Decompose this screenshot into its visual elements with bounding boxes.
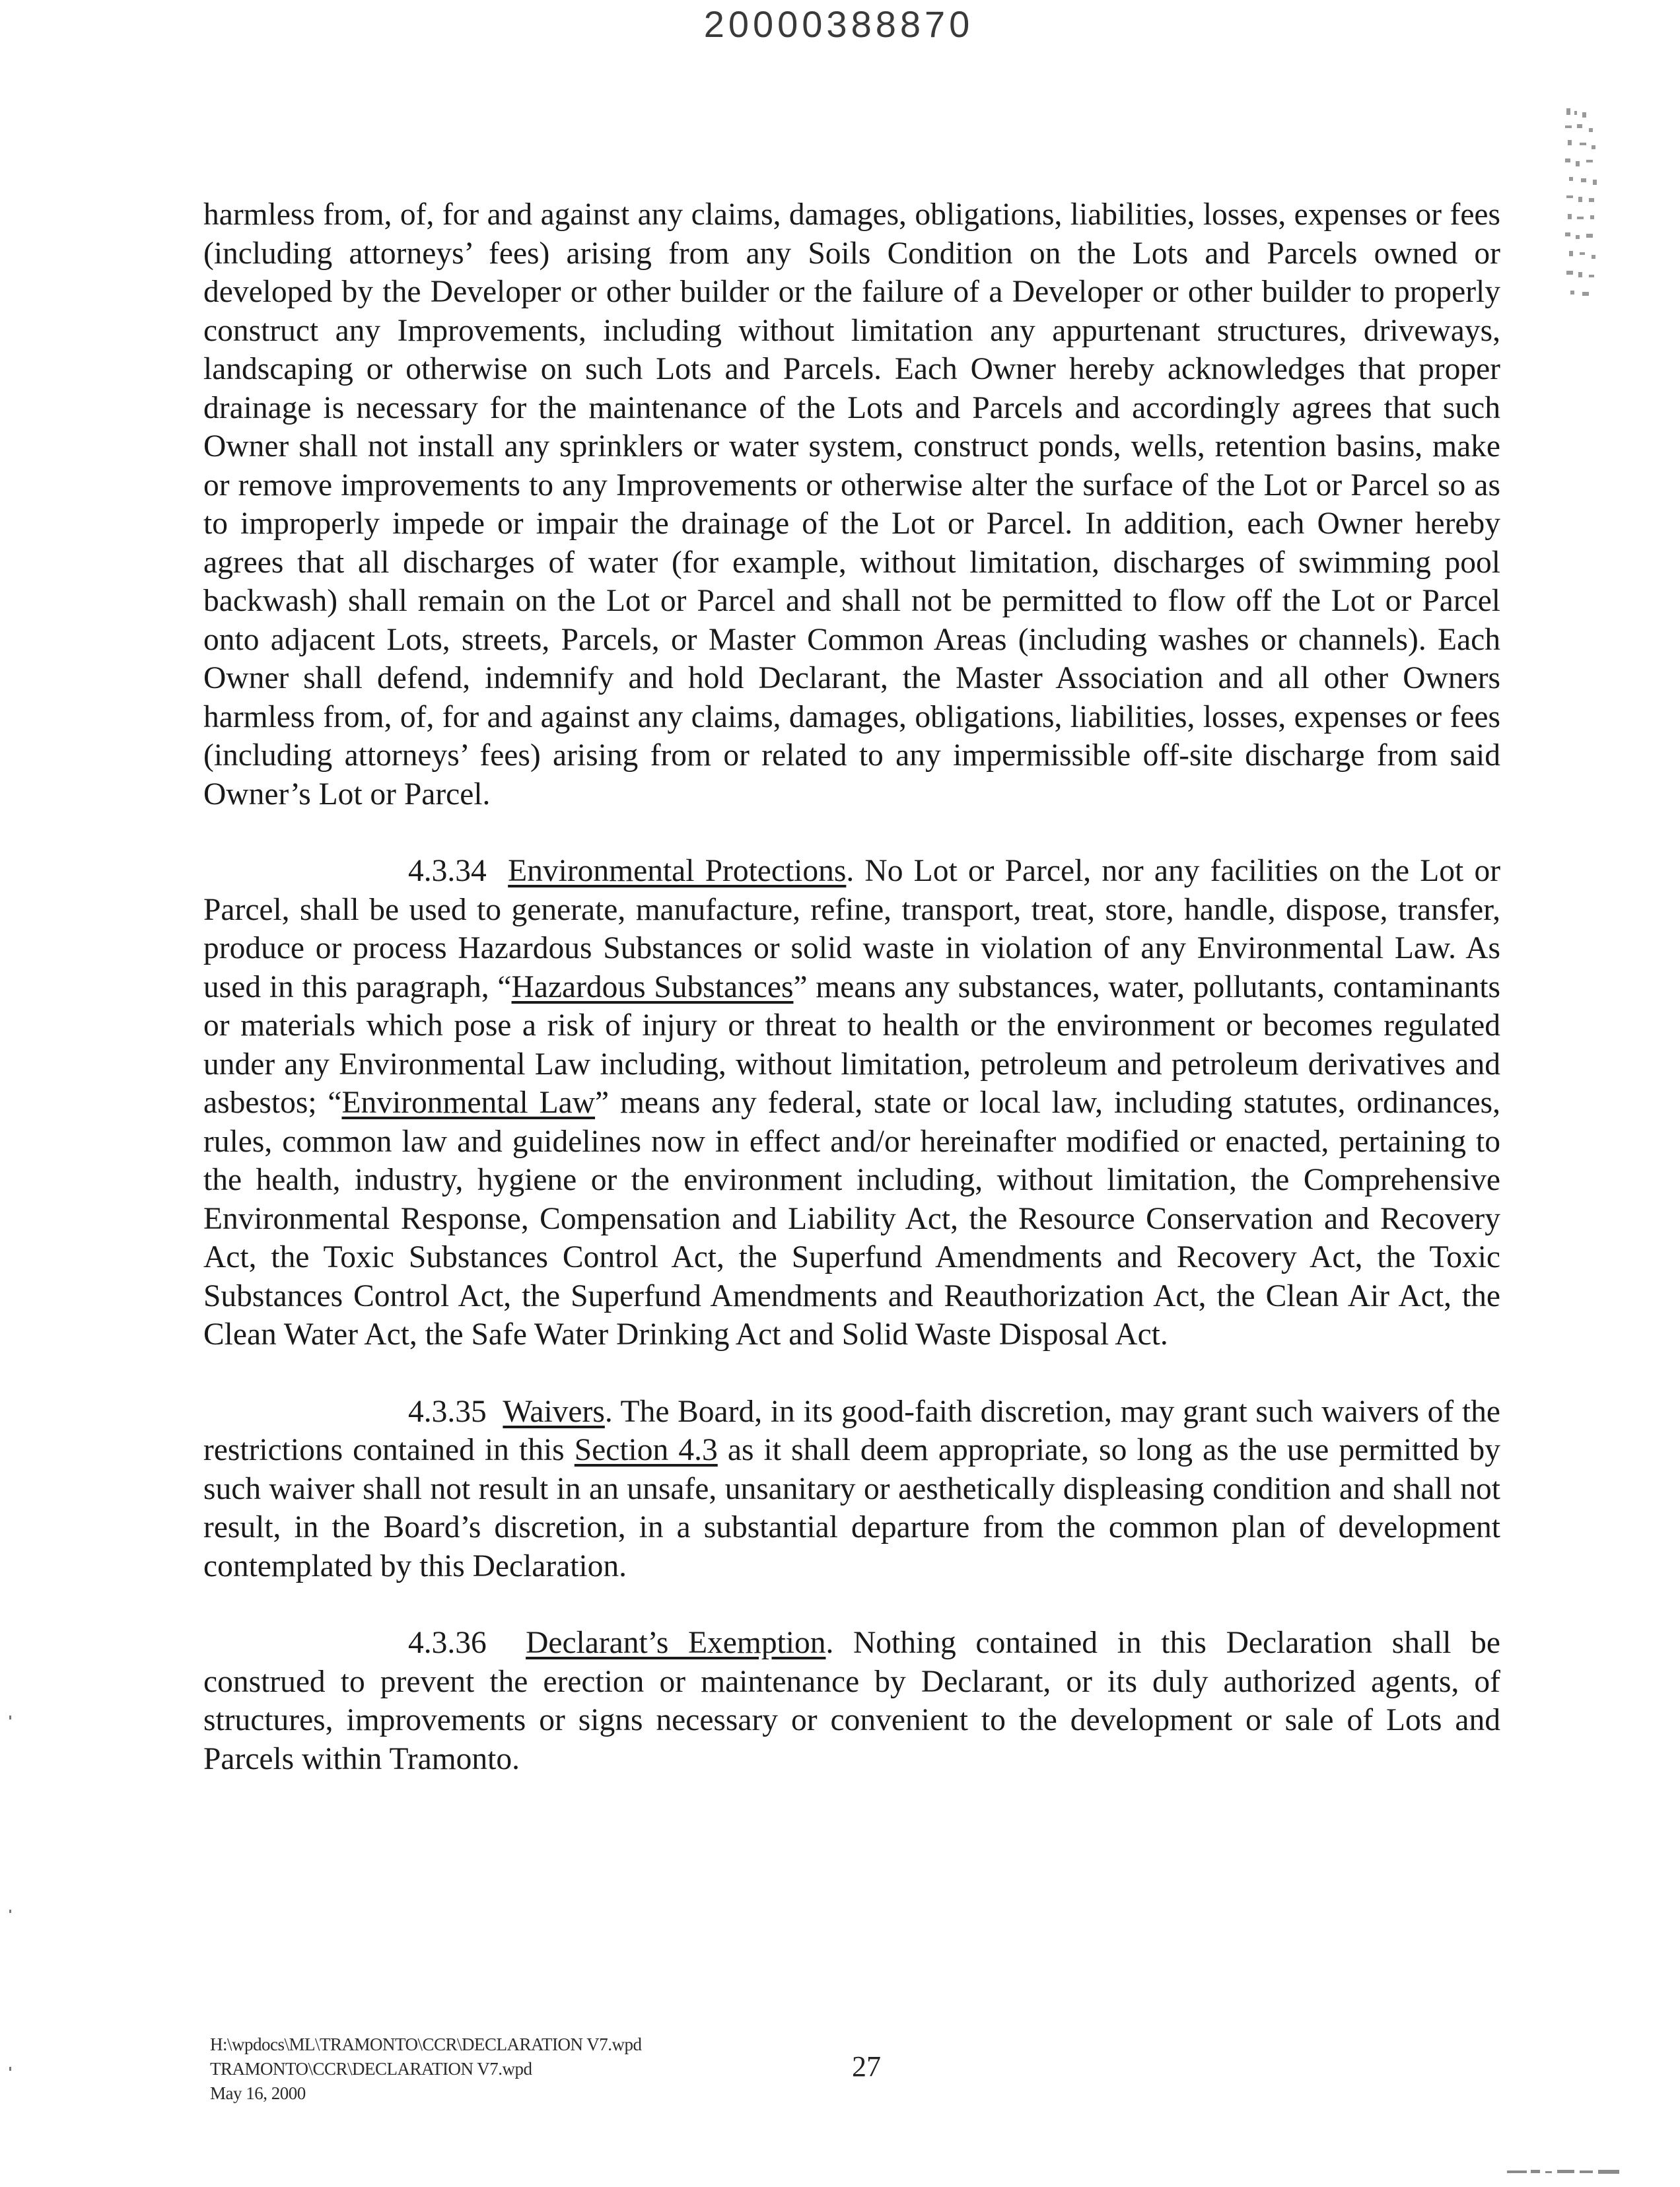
footer-file-path [210,2032,642,2106]
section-text: ” means any substances, water, pollutants, contaminants or materials which pose a risk of injury or threat to health or the environment or becomes regulated under any Environmental Law including, without limitation, petroleum and petroleum derivatives and asbestos; “ [203,969,1501,1120]
section-number: 4.3.34 [408,854,487,888]
section-heading: Environmental Protections [508,854,847,888]
paragraph-continuation: harmless from, of, for and against any claims, damages, obligations, liabilities, losses, expenses or fees (including attorneys’ fees) arising from any Soils Condition on the Lots and Parcels owned or developed by the Developer or other builder or the failure of a Developer or other builder to properly construct any Improvements, including without limitation any appurtenant structures, driveways, landscaping or otherwise on such Lots and Parcels. Each Owner hereby acknowledges that proper drainage is necessary for the maintenance of the Lots and Parcels and accordingly agrees that such Owner shall not install any sprinklers or water system, construct ponds, wells, retention basins, make or remove improvements to any Improvements or otherwise alter the surface of the Lot or Parcel so as to improperly impede or impair the drainage of the Lot or Parcel. In addition, each Owner hereby agrees that all discharges of water (for example, without limitation, discharges of swimming pool backwash) shall remain on the Lot or Parcel and shall not be permitted to flow off the Lot or Parcel onto adjacent Lots, streets, Parcels, or Master Common Areas (including washes or channels). Each Owner shall defend, indemnify and hold Declarant, the Master Association and all other Owners harmless from, of, for and against any claims, damages, obligations, liabilities, losses, expenses or fees (including attorneys’ fees) arising from or related to any impermissible off-site discharge from said Owner’s Lot or Parcel. [203,197,1500,812]
scan-edge-mark [1507,2169,1621,2175]
footer-date: May 16, 2000 [210,2083,306,2103]
section-4-3-34 [203,852,1500,1354]
section-4-3-36 [203,1624,1500,1778]
footer-path-line-2: TRAMONTO\CCR\DECLARATION V7.wpd [210,2059,532,2079]
defined-term: Environmental Law [341,1086,596,1120]
section-text: Nothing contained in this Declaration shall be construed to prevent the erection or maintenance by Declarant, or its duly authorized agents, of structures, improvements or signs necessary or convenient to the development or sale of Lots and Parcels within Tramonto. [203,1626,1500,1776]
section-text: as it shall deem appropriate, so long as the use permitted by such waiver shall not result in an unsafe, unsanitary or aesthetically displeasing condition and shall not result, in the Board’s discretion, in a substantial departure from the common plan of development contemplated by this Declaration. [203,1433,1501,1583]
heading-punctuation: . [846,854,855,888]
section-text: No Lot or Parcel, nor any facilities on the Lot or Parcel, shall be used to generate, manufacture, refine, transport, treat, store, handle, dispose, transfer, produce or process Hazardous Substances or solid waste in violation of any Environmental Law. As used in this paragraph, “ [203,854,1501,1004]
scan-speck [9,1716,11,1719]
section-text: The Board, in its good-faith discretion, may grant such waivers of the restrictions contained in this [203,1394,1500,1467]
footer-path-line-1: H:\wpdocs\ML\TRAMONTO\CCR\DECLARATION V7.wpd [210,2034,642,2054]
document-number: 20000388870 [703,3,974,45]
recording-stamp-mark [1562,106,1609,304]
scan-speck [9,2067,11,2071]
document-body [203,195,1500,1778]
section-4-3-35 [203,1393,1500,1586]
heading-punctuation: . [825,1626,834,1660]
defined-term: Hazardous Substances [511,969,794,1004]
section-heading: Waivers [503,1394,605,1429]
heading-punctuation: . [604,1394,613,1429]
section-text: ” means any federal, state or local law, including statutes, ordinances, rules, common law and guidelines now in effect and/or hereinafter modified or enacted, pertaining to the health, industry, hygiene or the environment including, without limitation, the Comprehensive Environmental Response, Compensation and Liability Act, the Resource Conservation and Recovery Act, the Toxic Substances Control Act, the Superfund Amendments and Recovery Act, the Toxic Substances Control Act, the Superfund Amendments and Reauthorization Act, the Clean Air Act, the Clean Water Act, the Safe Water Drinking Act and Solid Waste Disposal Act. [203,1086,1500,1352]
section-reference: Section 4.3 [574,1433,718,1467]
section-number: 4.3.35 [408,1394,487,1429]
section-number: 4.3.36 [408,1626,487,1660]
section-heading: Declarant’s Exemption [526,1626,826,1660]
scan-speck [9,1910,11,1913]
page-number: 27 [852,2050,881,2083]
